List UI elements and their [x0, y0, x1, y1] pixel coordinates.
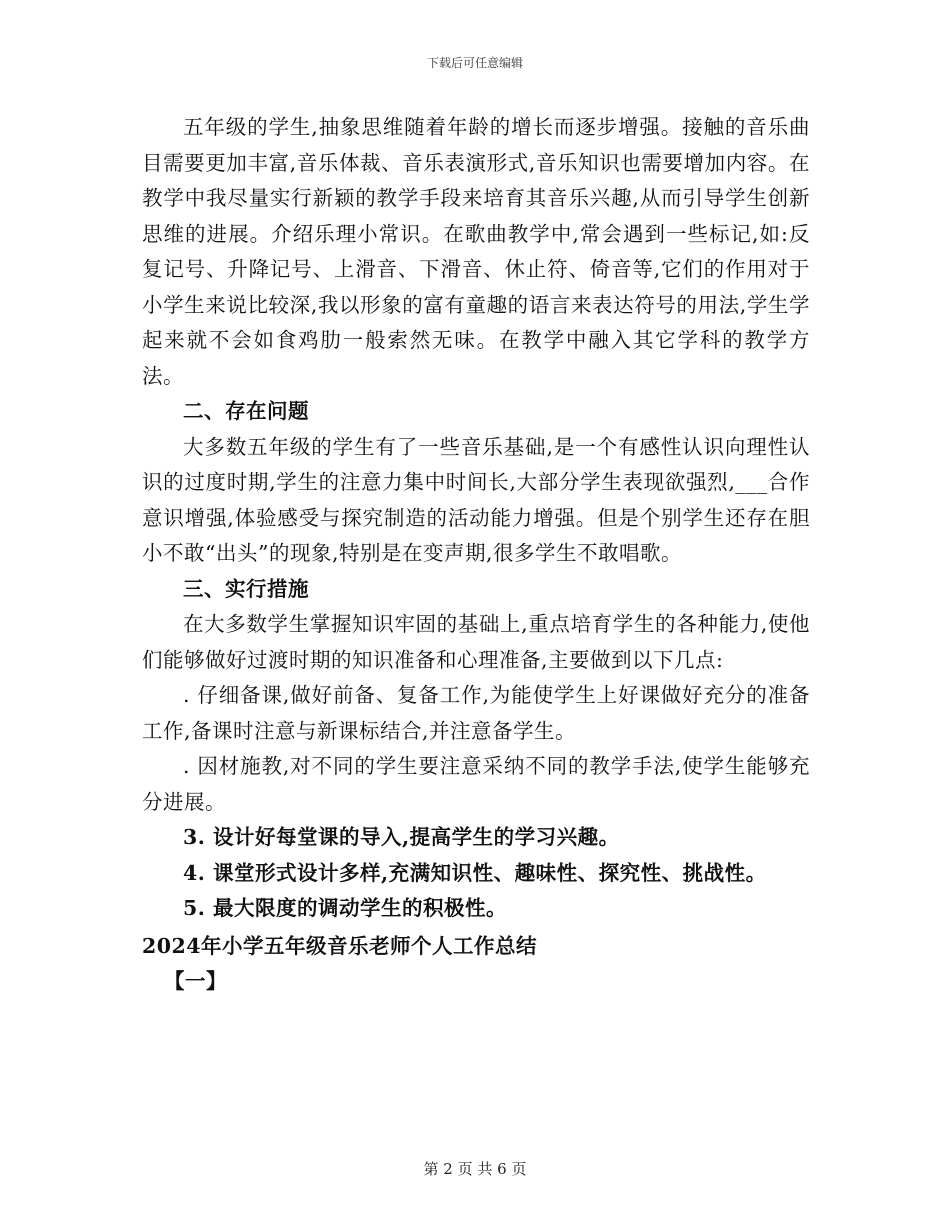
paragraph-intro: 五年级的学生,抽象思维随着年龄的增长而逐步增强。接触的音乐曲目需要更加丰富,音乐体裁、音乐表演形式,音乐知识也需要增加内容。在教学中我尽量实行新颖的教学手段来培育其音乐兴趣,从而引导学生创新思维的进展。介绍乐理小常识。在歌曲教学中,常会遇到一些标记,如:反复记号、升降记号、上滑音、下滑音、休止符、倚音等,它们的作用对于小学生来说比较深,我以形象的富有童趣的语言来表达符号的用法,学生学起来就不会如食鸡肋一般索然无味。在教学中融入其它学科的教学方法。: [142, 115, 810, 388]
page-header: 下载后可任意编辑: [426, 56, 523, 70]
section-heading-problems: 二、存在问题: [183, 399, 309, 423]
document-body: [142, 110, 810, 1000]
paragraph-problems: 大多数五年级的学生有了一些音乐基础,是一个有感性认识向理性认识的过度时期,学生的注意力集中时间长,大部分学生表现欲强烈,___合作意识增强,体验感受与探究制造的活动能力增强。但是个别学生还存在胆小不敢“出头”的现象,特别是在变声期,很多学生不敢唱歌。: [142, 434, 810, 565]
section-marker: 【一】: [164, 969, 227, 993]
list-item-4: 4. 课堂形式设计多样,充满知识性、趣味性、探究性、挑战性。: [183, 860, 767, 885]
list-item-2: . 因材施教,对不同的学生要注意采纳不同的教学手法,使学生能够充分进展。: [142, 754, 810, 814]
list-item-3: 3. 设计好每堂课的导入,提高学生的学习兴趣。: [183, 825, 620, 849]
paragraph-measures: 在大多数学生掌握知识牢固的基础上,重点培育学生的各种能力,使他们能够做好过渡时期的知识准备和心理准备,主要做到以下几点:: [142, 612, 810, 672]
page-footer: 第 2 页 共 6 页: [423, 1160, 527, 1178]
list-item-1: . 仔细备课,做好前备、复备工作,为能使学生上好课做好充分的准备工作,备课时注意与新课标结合,并注意备学生。: [142, 683, 810, 743]
document-title: 2024年小学五年级音乐老师个人工作总结: [142, 933, 538, 958]
list-item-5: 5. 最大限度的调动学生的积极性。: [183, 896, 508, 920]
section-heading-measures: 三、实行措施: [183, 576, 309, 601]
